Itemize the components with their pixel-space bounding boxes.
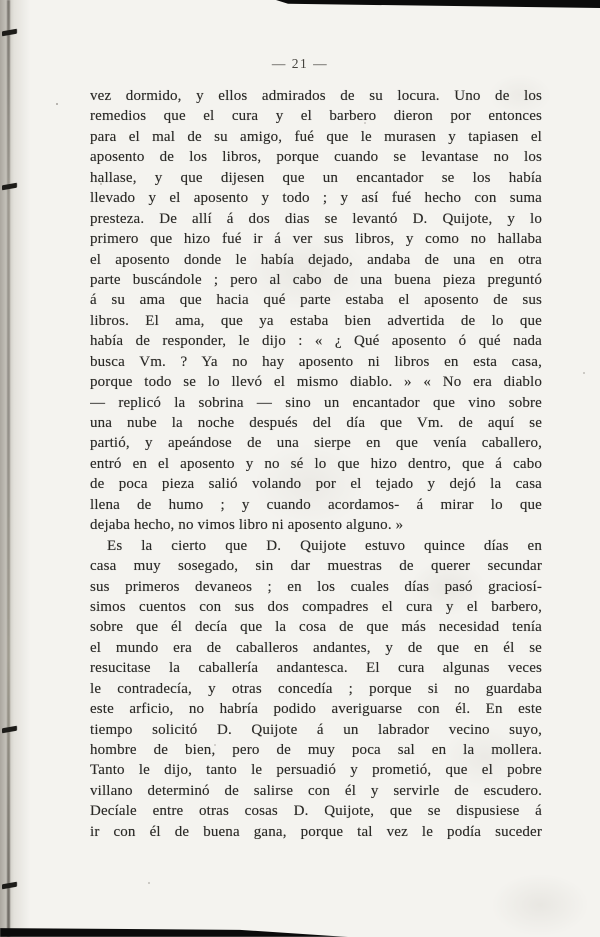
text-line: ir con él de buena gana, porque tal vez le podía suceder [90,823,542,840]
paragraph [90,86,542,536]
text-line: villano determinó de salirse con él y servirle de escudero. [90,782,542,799]
text-line: casa muy sosegado, sin dar muestras de querer secundar [90,558,542,575]
text-line: había de responder, le dijo : « ¿ Qué aposento ó qué nada [90,333,542,350]
text-line: le contradecía, y otras concedía ; porque si no guardaba [90,680,542,697]
text-line: Es la cierto que D. Quijote estuvo quince días en [107,537,542,554]
text-block [90,86,542,842]
text-line: llena de humo ; y cuando acordamos- á mirar lo que [90,496,542,513]
binding-gutter [0,0,30,937]
text-line: resucitase la caballería andantesca. El cura algunas veces [90,660,542,677]
text-line: sobre que él decía que la cosa de que más necesidad tenía [90,619,542,636]
text-line: hombre de bien, pero de muy poca sal en la mollera. [90,742,542,758]
text-line: una nube la noche después del día que Vm. de aquí se [90,415,542,431]
text-line: hallase, y que dijesen que un encantador se los había [90,169,542,186]
text-line: tiempo solicitó D. Quijote á un labrador vecino suyo, [90,721,542,738]
binding-fold-line [7,0,10,937]
text-line: primero que hizo fué ir á ver sus libros, y como no hallaba [90,231,542,248]
text-line: busca Vm. ? Ya no hay aposento ni libros en esta casa, [90,353,542,370]
scan-edge-bottom [0,924,600,937]
text-line: entró en el aposento y no sé lo que hizo dentro, que á cabo [90,455,542,472]
text-line: el aposento donde le había dejado, andaba de una en otra [90,251,542,268]
text-line: de poca pieza salió volando por el tejado y dejó la casa [90,476,542,493]
text-line: Tanto le dijo, tanto le persuadió y prometió, que el pobre [90,762,542,779]
text-line: parte buscándole ; pero al cabo de una buena pieza preguntó [90,271,542,288]
text-line: vez dormido, y ellos admirados de su locura. Uno de los [90,88,542,104]
text-line: porque todo se lo llevó el mismo diablo. » « No era diablo [90,374,542,391]
page-number: — 21 — [271,56,329,71]
text-line: libros. El ama, que ya estaba bien advertida de lo que [90,312,542,329]
text-line: remedios que el cura y el barbero dieron por entonces [90,108,542,125]
text-line: para el mal de su amigo, fué que le murasen y tapiasen el [90,128,542,145]
text-line: presteza. De allí á dos dias se levantó D. Quijote, y lo [90,210,542,227]
text-line: llevado y el aposento y todo ; y así fué hecho con suma [90,190,542,207]
text-line: el mundo era de caballeros andantes, y de que en él se [90,639,542,656]
scan-edge-top [0,0,600,10]
text-line: dejaba hecho, no vimos libro ni aposento alguno. » [90,517,404,534]
text-line: partió, y apeándose de una sierpe en que venía caballero, [90,435,542,452]
text-line: Decíale entre otras cosas D. Quijote, que se dispusiese á [90,803,542,820]
paragraph [90,536,542,843]
text-line: aposento de los libros, porque cuando se levantase no los [90,149,542,166]
text-line: — replicó la sobrina — sino un encantador que vino sobre [90,394,542,411]
text-line: simos cuentos con sus dos compadres el cura y el barbero, [90,598,542,615]
paper-speckles [0,0,2,2]
text-line: este arficio, no habría podido averiguarse con él. En este [90,701,542,718]
text-line: sus primeros devaneos ; en los cuales días pasó graciosí- [90,578,542,595]
text-line: á su ama que hacia qué parte estaba el aposento de sus [90,292,542,309]
